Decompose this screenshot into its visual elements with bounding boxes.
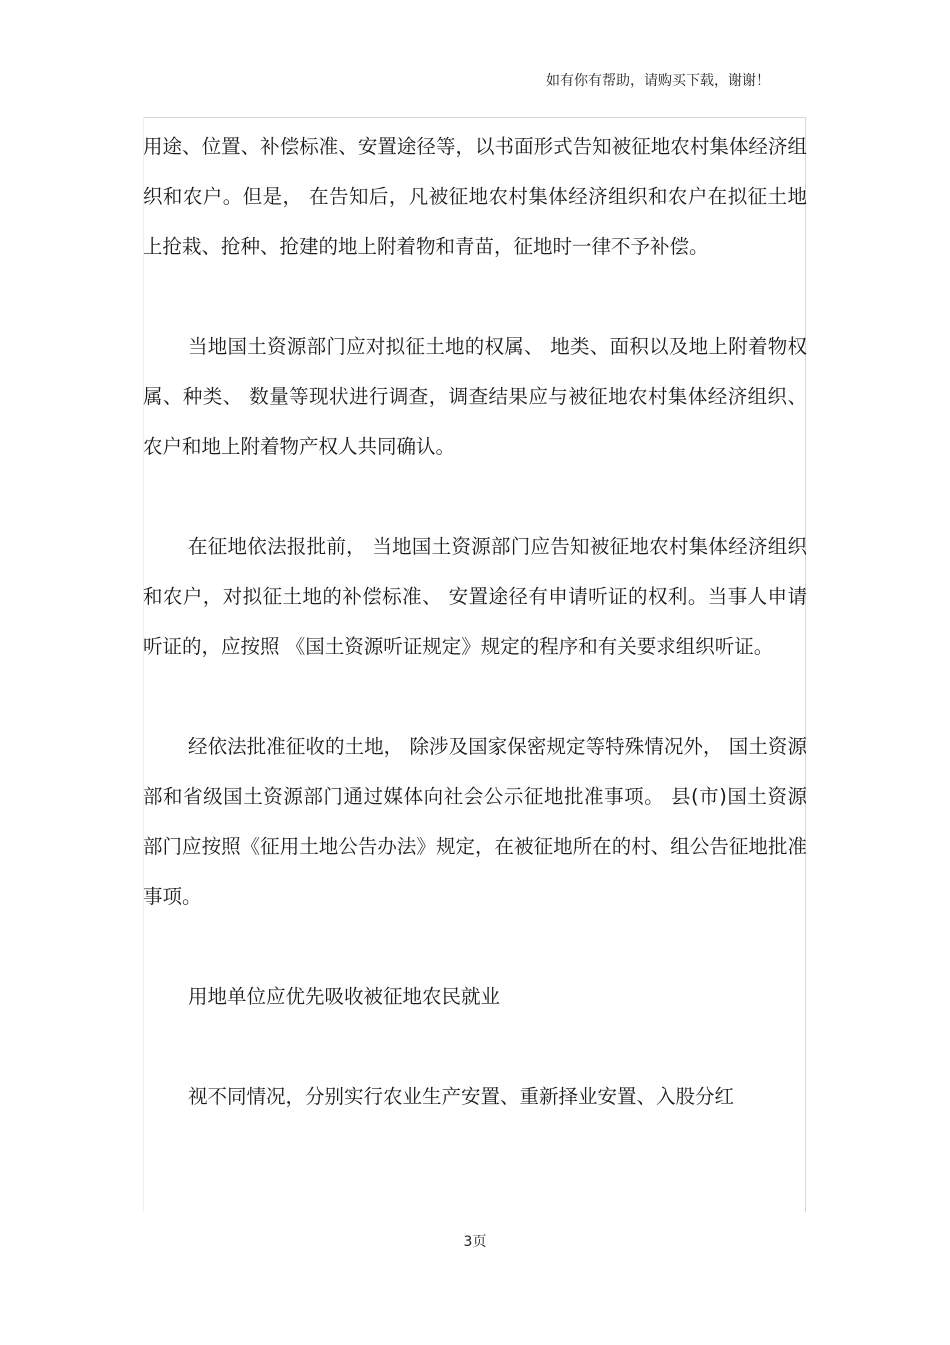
paragraph-announcement: 经依法批准征收的土地， 除涉及国家保密规定等特殊情况外， 国土资源部和省级国土资源部门通过媒体向社会公示征地批准事项。 县(市)国土资源部门应按照《征用土地公告办法》规定，在被征地所在的村、组公告征地批准事项。 (143, 735, 807, 908)
paragraph-investigation: 当地国土资源部门应对拟征土地的权属、 地类、面积以及地上附着物权属、种类、 数量等现状进行调查，调查结果应与被征地农村集体经济组织、农户和地上附着物产权人共同确认。 (143, 335, 807, 458)
page-number: 3页 (463, 1234, 487, 1250)
document-body (143, 122, 807, 1122)
paragraph-hearing: 在征地依法报批前， 当地国土资源部门应告知被征地农村集体经济组织和农户，对拟征土地的补偿标准、 安置途径有申请听证的权利。当事人申请听证的，应按照 《国土资源听证规定》规定的程序和有关要求组织听证。 (143, 535, 807, 658)
paragraph-employment: 用地单位应优先吸收被征地农民就业 (188, 985, 501, 1008)
paragraph-continuation: 用途、位置、补偿标准、安置途径等，以书面形式告知被征地农村集体经济组织和农户。但是， 在告知后，凡被征地农村集体经济组织和农户在拟征土地上抢栽、抢种、抢建的地上附着物和青苗，征地时一律不予补偿。 (143, 135, 807, 258)
header-note: 如有你有帮助，请购买下载，谢谢！ (546, 73, 770, 89)
paragraph-resettlement: 视不同情况，分别实行农业生产安置、重新择业安置、入股分红 (188, 1085, 735, 1108)
